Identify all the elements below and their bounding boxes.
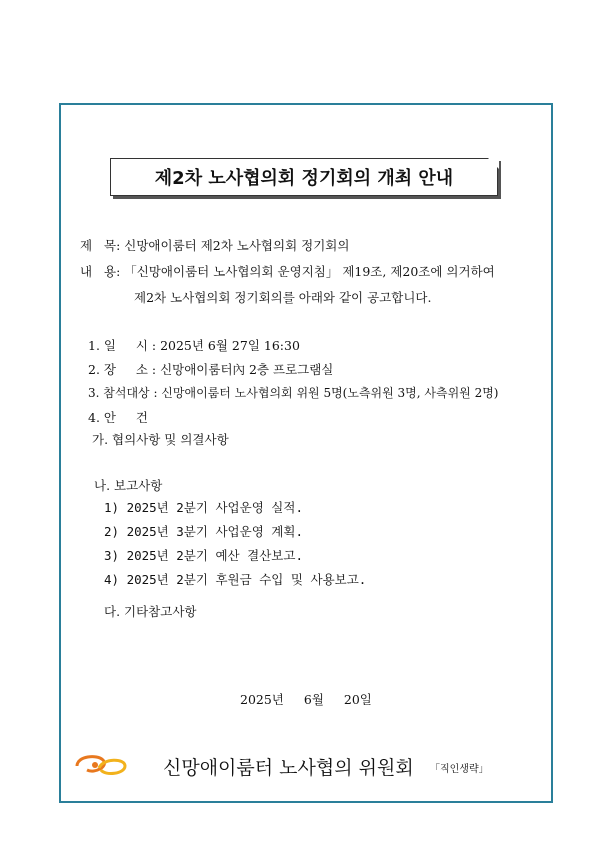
agenda-c: 다. 기타참고사항 <box>104 604 197 619</box>
organization-logo-icon <box>73 752 129 778</box>
report-item-1: 1) 2025년 2분기 사업운영 실적. <box>104 500 303 515</box>
agenda-b: 나. 보고사항 <box>94 478 163 493</box>
report-item-3: 3) 2025년 2분기 예산 결산보고. <box>104 548 303 563</box>
subject-label: 제 목: <box>80 238 121 253</box>
item-place: 2. 장 소 : 신망애이룸터內 2층 프로그램실 <box>88 362 334 377</box>
issue-year: 2025년 <box>240 692 284 707</box>
report-item-4: 4) 2025년 2분기 후원금 수입 및 사용보고. <box>104 572 367 587</box>
content-line <box>80 262 495 280</box>
seal-omitted-note: 「직인생략」 <box>430 764 489 775</box>
issue-month: 6월 <box>303 692 324 707</box>
report-item-2: 2) 2025년 3분기 사업운영 계획. <box>104 524 303 539</box>
issue-date <box>240 690 388 708</box>
content-label: 내 용: <box>80 264 121 279</box>
agenda-a: 가. 협의사항 및 의결사항 <box>92 432 229 447</box>
subject-value: 신망애이룸터 제2차 노사협의회 정기회의 <box>124 238 350 253</box>
item-date: 1. 일 시 : 2025년 6월 27일 16:30 <box>88 338 300 353</box>
page-title: 제2차 노사협의회 정기회의 개최 안내 <box>154 168 454 189</box>
issue-day: 20일 <box>343 692 372 707</box>
title-box <box>110 158 498 196</box>
content-line-1: 「신망애이룸터 노사협의회 운영지침」 제19조, 제20조에 의거하여 <box>124 264 495 279</box>
content-line-2: 제2차 노사협의회 정기회의를 아래와 같이 공고합니다. <box>134 290 432 305</box>
item-attendees: 3. 참석대상 : 신망애이룸터 노사협의회 위원 5명(노측위원 3명, 사측위원 2명) <box>88 386 499 400</box>
item-agenda: 4. 안 건 <box>88 410 148 425</box>
organization-name: 신망애이룸터 노사협의 위원회 <box>163 757 414 779</box>
subject-line <box>80 236 349 254</box>
